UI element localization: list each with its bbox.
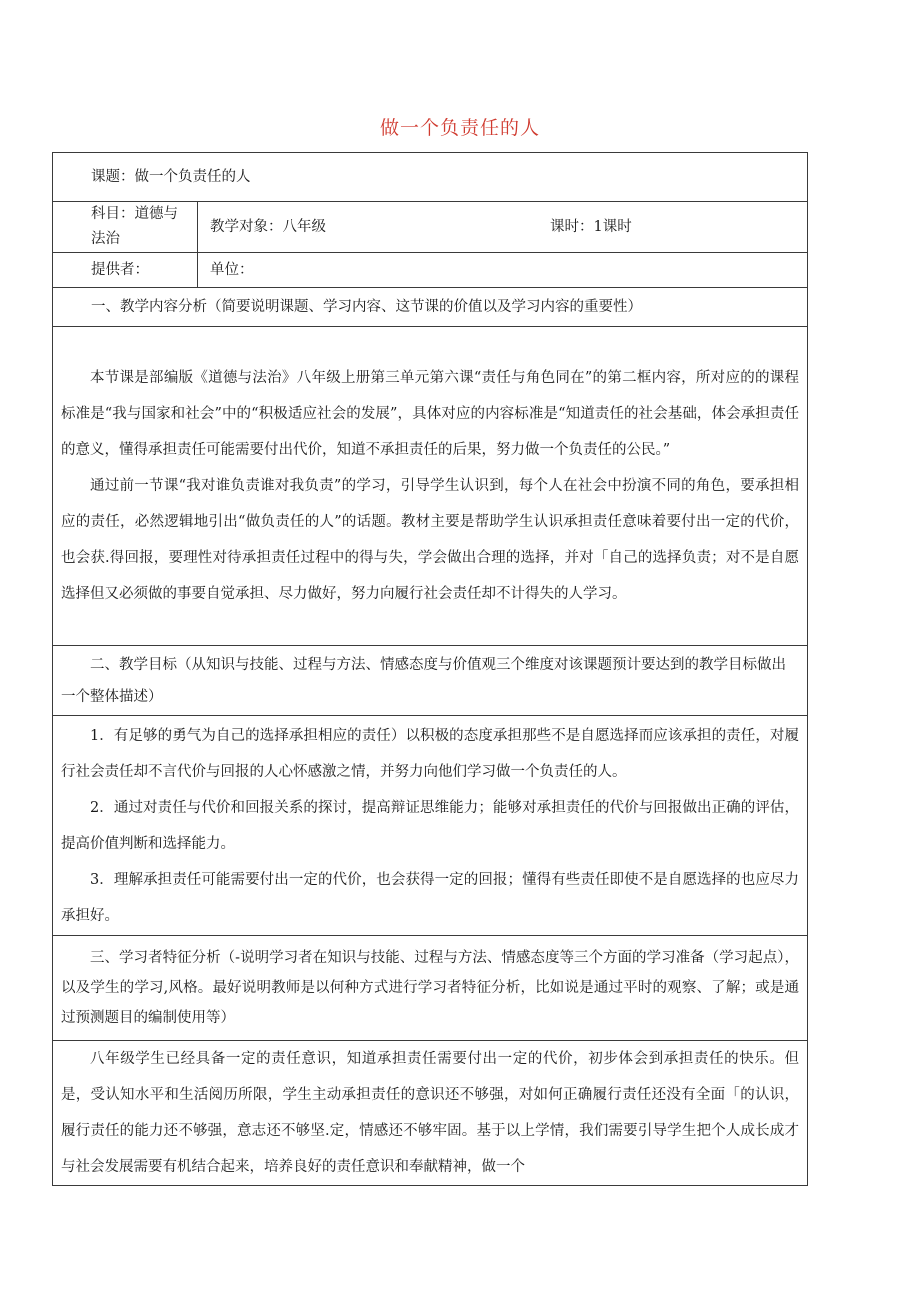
learners-heading-row (53, 936, 808, 1041)
objectives-body (53, 716, 808, 936)
audience-label: 教学对象：八年级 (210, 218, 326, 235)
subject-row (53, 202, 808, 253)
content-analysis-body-row (53, 327, 808, 646)
content-paragraph: 通过前一节课“我对谁负责谁对我负责”的学习，引导学生认识到，每个人在社会中扮演不同的角色，要承担相应的责任，必然逻辑地引出“做负责任的人”的话题。教材主要是帮助学生认识承担责任意味着要付出一定的代价，也会获.得回报，要理性对待承担责任过程中的得与失，学会做出合理的选择，并对「自己的选择负责；对不是自愿选择但又必须做的事要自觉承担、尽力做好，努力向履行社会责任却不计得失的人学习。 (61, 478, 799, 602)
content-analysis-heading: 一、教学内容分析（简要说明课题、学习内容、这节课的价值以及学习内容的重要性） (53, 288, 808, 327)
content-paragraph: 本节课是部编版《道德与法治》八年级上册第三单元第六课“责任与角色同在”的第二框内容，所对应的的课程标准是“我与国家和社会”中的“积极适应社会的发展”，具体对应的内容标准是“知道责任的社会基础，体会承担责任的意义，懂得承担责任可能需要付出代价，知道不承担责任的后果，努力做一个负责任的公民。” (61, 370, 799, 458)
content-analysis-body (53, 327, 808, 646)
learners-heading-cell (53, 936, 808, 1041)
lesson-plan-table (52, 152, 808, 1186)
learners-heading: 三、学习者特征分析（-说明学习者在知识与技能、过程与方法、情感态度等三个方面的学习准备（学习起点），以及学生的学习,风格。最好说明教师是以何种方式进行学习者特征分析，比如说是通过平时的观察、了解；或是通过预测题目的编制使用等） (61, 950, 799, 1026)
provider-row (53, 253, 808, 288)
document-title: 做一个负责任的人 (379, 117, 540, 139)
provider-cell: 提供者： (53, 253, 198, 288)
objectives-heading: 二、教学目标（从知识与技能、过程与方法、情感态度与价值观三个维度对该课题预计要达到的教学目标做出一个整体描述） (61, 656, 786, 705)
audience-hours-cell (198, 202, 808, 253)
topic-row (53, 153, 808, 202)
objective-item: 2．通过对责任与代价和回报关系的探讨，提高辩证思维能力；能够对承担责任的代价与回报做出正确的评估，提高价值判断和选择能力。 (61, 799, 799, 852)
hours-label: 课时：1课时 (550, 218, 632, 235)
learners-body-row (53, 1041, 808, 1186)
unit-cell: 单位： (198, 253, 808, 288)
learners-body (53, 1041, 808, 1186)
content-analysis-heading-row (53, 288, 808, 327)
objectives-body-row (53, 716, 808, 936)
topic-cell: 课题：做一个负责任的人 (53, 153, 808, 202)
learners-paragraph: 八年级学生已经具备一定的责任意识，知道承担责任需要付出一定的代价，初步体会到承担责任的快乐。但是，受认知水平和生活阅历所限，学生主动承担责任的意识还不够强，对如何正确履行责任还没有全面「的认识，履行责任的能力还不够强，意志还不够坚.定，情感还不够牢固。基于以上学情，我们需要引导学生把个人成长成才与社会发展需要有机结合起来，培养良好的责任意识和奉献精神，做一个 (61, 1051, 799, 1175)
objectives-heading-cell (53, 646, 808, 716)
objectives-heading-row (53, 646, 808, 716)
objective-item: 1．有足够的勇气为自己的选择承担相应的责任）以积极的态度承担那些不是自愿选择而应该承担的责任，对履行社会责任却不言代价与回报的人心怀感激之情，并努力向他们学习做一个负责任的人。 (61, 727, 799, 780)
subject-cell: 科目：道德与法治 (53, 202, 198, 253)
objective-item: 3．理解承担责任可能需要付出一定的代价，也会获得一定的回报；懂得有些责任即使不是自愿选择的也应尽力承担好。 (61, 871, 799, 924)
